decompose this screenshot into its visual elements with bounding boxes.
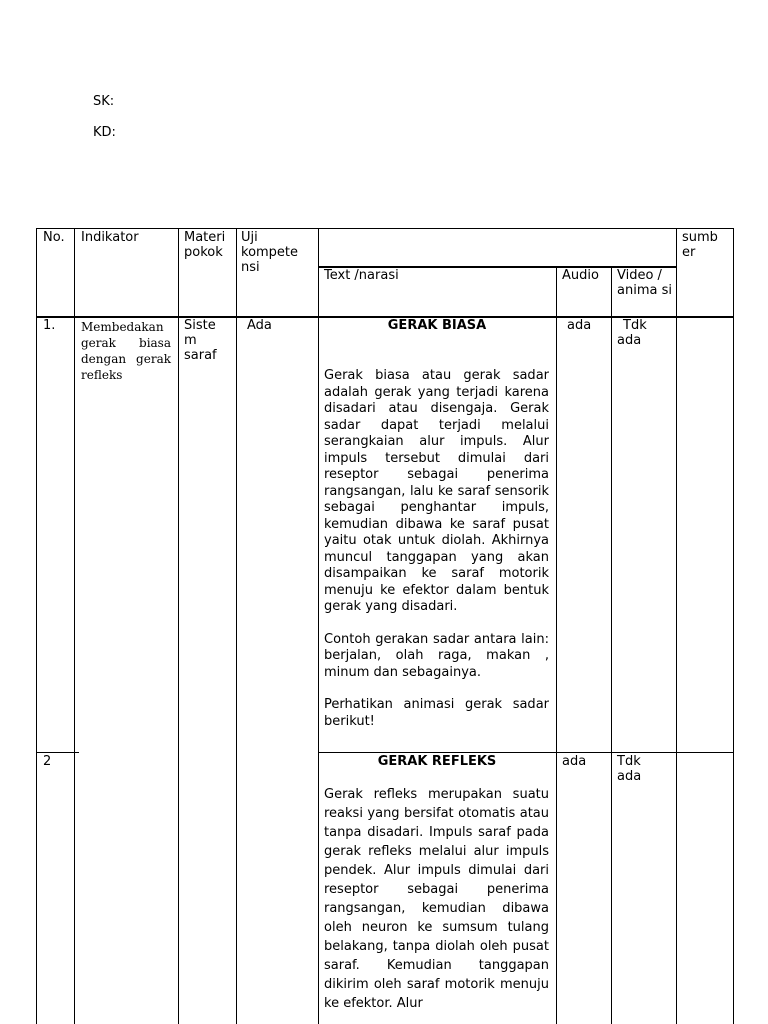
col-rule-video — [676, 228, 677, 1024]
sk-label: SK: — [93, 94, 115, 109]
header-text: Text /narasi — [324, 268, 399, 283]
header-video: Video / anima si — [617, 268, 672, 298]
header-audio: Audio — [562, 268, 599, 283]
header-materi: Materi pokok — [184, 230, 226, 260]
row1-para2: Contoh gerakan sadar antara lain: berjalan, olah raga, makan , minum dan sebagainya. — [324, 631, 549, 680]
row1-no: 1. — [43, 318, 56, 333]
table-border-top — [36, 228, 734, 229]
row1-para3: Perhatikan animasi gerak sadar berikut! — [324, 697, 549, 729]
col-rule-uji — [318, 228, 319, 1024]
kd-label: KD: — [93, 125, 116, 140]
header-no: No. — [43, 230, 65, 245]
row1-video: Tdk ada — [617, 318, 647, 348]
row1-para1: Gerak biasa atau gerak sadar adalah gerak yang terjadi karena disadari atau disengaja. Gerak sadar dapat terjadi melalui serangkaian alur impuls. Alur impuls tersebut dimulai dari reseptor sebagai penerima rangsangan, lalu ke saraf sensorik sebagai penghantar impuls, kemudian dibawa ke saraf pusat yaitu otak untuk diolah. Akhirnya muncul tanggapan yang akan disampaikan ke saraf motorik menuju ke efektor dalam bentuk gerak yang disadari. — [324, 368, 549, 614]
header-uji: Uji kompete nsi — [241, 230, 299, 275]
row2-video: Tdk ada — [617, 754, 642, 784]
row2-rule-content — [318, 752, 734, 753]
col-rule-text — [556, 266, 557, 1024]
row2-no: 2 — [43, 754, 52, 769]
col-rule-left — [36, 228, 37, 1024]
row2-rule-no — [36, 752, 79, 753]
row2-para1: Gerak refleks merupakan suatu reaksi yang bersifat otomatis atau tanpa disadari. Impuls saraf pada gerak refleks melalui alur impuls pendek. Alur impuls dimulai dari reseptor sebagai penerima rangsangan, kemudian dibawa oleh neuron ke sumsum tulang belakang, tanpa diolah oleh pusat saraf. Kemudian tanggapan dikirim oleh saraf motorik menuju ke efektor. Alur — [324, 787, 549, 1011]
row1-narration — [324, 368, 549, 730]
col-rule-materi — [236, 228, 237, 1024]
col-rule-no — [74, 228, 75, 1024]
col-rule-right — [733, 228, 734, 1024]
row1-uji: Ada — [247, 318, 272, 333]
row2-audio: ada — [562, 754, 587, 769]
row1-indikator: Membedakan gerak biasa dengan gerak refleks — [81, 320, 171, 382]
header-indikator: Indikator — [81, 230, 139, 245]
row2-title: GERAK REFLEKS — [377, 754, 497, 769]
col-rule-indikator — [178, 228, 179, 1024]
header-sumber: sumb er — [682, 230, 718, 260]
row1-materi: Siste m saraf — [184, 318, 217, 363]
row1-audio: ada — [567, 318, 592, 333]
row1-title: GERAK BIASA — [387, 318, 487, 333]
col-rule-audio — [611, 266, 612, 1024]
